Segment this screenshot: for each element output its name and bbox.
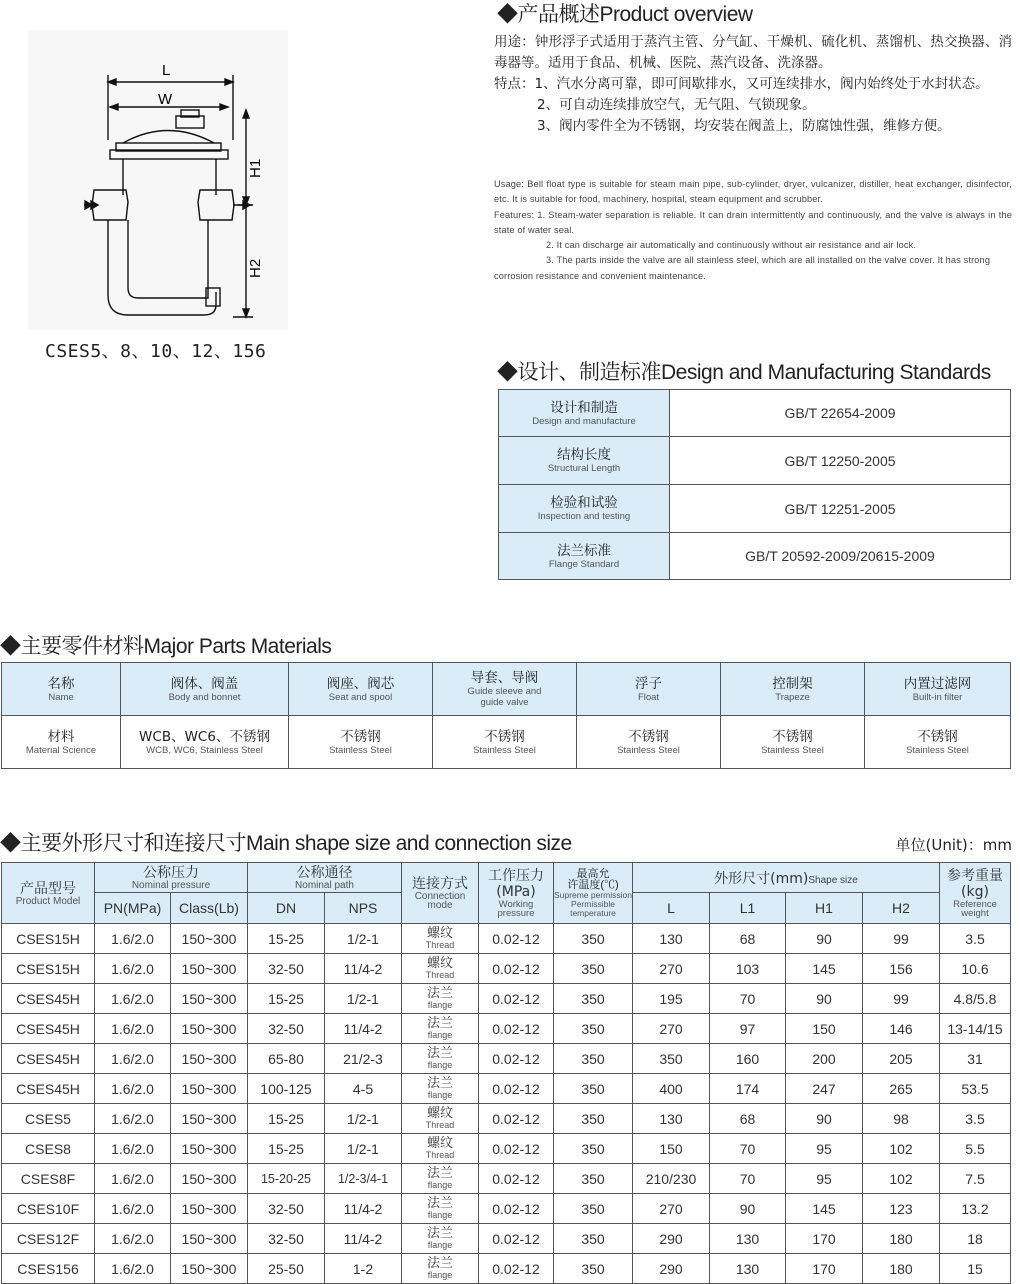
cell-model: CSES156 [2, 1254, 95, 1284]
features-en-1: Features: 1. Steam-water separation is reliable. It can drain intermittently and continuously, and the valve is always in the state of water seal. [494, 209, 1012, 235]
cell-conn: 法兰 flange [402, 1164, 479, 1194]
cell-L: 130 [633, 1104, 710, 1134]
cell-L: 290 [633, 1224, 710, 1254]
cell-cls: 150~300 [171, 984, 248, 1014]
mat-head: 阀座、阀芯 Seat and spool [289, 663, 433, 716]
cell-model: CSES8 [2, 1134, 95, 1164]
cell-wt: 7.5 [940, 1164, 1011, 1194]
cell-cls: 150~300 [171, 924, 248, 954]
cell-H1: 145 [786, 954, 863, 984]
cell-nps: 1/2-3/4-1 [325, 1164, 402, 1194]
col-class: Class(Lb) [171, 893, 248, 924]
standard-value: GB/T 22654-2009 [670, 390, 1011, 437]
standards-title: ◆设计、制造标准Design and Manufacturing Standards [497, 361, 991, 384]
cell-t: 350 [554, 1074, 633, 1104]
cell-pn: 1.6/2.0 [95, 954, 171, 984]
table-row [2, 1194, 1011, 1224]
dim-H2: H2 [247, 258, 264, 278]
cell-nps: 11/4-2 [325, 1194, 402, 1224]
cell-dn: 15-25 [248, 984, 325, 1014]
cell-wt: 4.8/5.8 [940, 984, 1011, 1014]
standard-label: 结构长度 Structural Length [499, 437, 670, 485]
cell-wp: 0.02-12 [479, 1254, 554, 1284]
cell-pn: 1.6/2.0 [95, 1194, 171, 1224]
standard-label: 设计和制造 Design and manufacture [499, 390, 670, 437]
cell-cls: 150~300 [171, 1074, 248, 1104]
table-row [2, 663, 1011, 716]
cell-cls: 150~300 [171, 954, 248, 984]
cell-dn: 15-25 [248, 1104, 325, 1134]
cell-H1: 150 [786, 1014, 863, 1044]
col-nps: NPS [325, 893, 402, 924]
figure-caption: CSES5、8、10、12、156 [45, 341, 267, 362]
cell-wp: 0.02-12 [479, 924, 554, 954]
cell-conn: 法兰 flange [402, 1254, 479, 1284]
cell-L1: 70 [710, 984, 786, 1014]
mat-head: 导套、导阀 Guide sleeve and guide valve [433, 663, 577, 716]
cell-t: 350 [554, 1194, 633, 1224]
cell-dn: 32-50 [248, 954, 325, 984]
dim-L: L [162, 62, 171, 79]
cell-L: 400 [633, 1074, 710, 1104]
cell-t: 350 [554, 1224, 633, 1254]
cell-L1: 160 [710, 1044, 786, 1074]
cell-wp: 0.02-12 [479, 1014, 554, 1044]
cell-nps: 11/4-2 [325, 1224, 402, 1254]
cell-dn: 15-25 [248, 924, 325, 954]
cell-wt: 13.2 [940, 1194, 1011, 1224]
col-L: L [633, 893, 710, 924]
features-cn-2: 2、可自动连续排放空气，无气阻、气锁现象。 [537, 97, 816, 113]
cell-H2: 123 [863, 1194, 940, 1224]
col-H1: H1 [786, 893, 863, 924]
cell-nps: 11/4-2 [325, 1014, 402, 1044]
cell-model: CSES12F [2, 1224, 95, 1254]
cell-conn: 螺纹 Thread [402, 954, 479, 984]
mat-cell: 不锈钢 Stainless Steel [721, 716, 865, 769]
cell-H2: 205 [863, 1044, 940, 1074]
cell-cls: 150~300 [171, 1164, 248, 1194]
table-row [499, 485, 1011, 533]
cell-cls: 150~300 [171, 1134, 248, 1164]
cell-nps: 1/2-1 [325, 1104, 402, 1134]
table-row [2, 1104, 1011, 1134]
table-head-row [2, 863, 1011, 893]
cell-L1: 68 [710, 924, 786, 954]
table-row [2, 1164, 1011, 1194]
cell-t: 350 [554, 984, 633, 1014]
cell-conn: 螺纹 Thread [402, 1134, 479, 1164]
cell-t: 350 [554, 924, 633, 954]
col-temp: 最高允 许温度(℃) Supreme permission Permissible temperature [554, 863, 633, 924]
cell-pn: 1.6/2.0 [95, 1224, 171, 1254]
cell-t: 350 [554, 1164, 633, 1194]
table-row [2, 1074, 1011, 1104]
mat-head: 阀体、阀盖 Body and bonnet [121, 663, 289, 716]
cell-pn: 1.6/2.0 [95, 1134, 171, 1164]
cell-H1: 247 [786, 1074, 863, 1104]
cell-wp: 0.02-12 [479, 984, 554, 1014]
cell-wt: 53.5 [940, 1074, 1011, 1104]
cell-conn: 法兰 flange [402, 1224, 479, 1254]
cell-H1: 95 [786, 1134, 863, 1164]
cell-H1: 200 [786, 1044, 863, 1074]
table-row [2, 1014, 1011, 1044]
cell-wt: 10.6 [940, 954, 1011, 984]
cell-pn: 1.6/2.0 [95, 1044, 171, 1074]
col-H2: H2 [863, 893, 940, 924]
usage-cn: 用途：钟形浮子式适用于蒸汽主管、分气缸、干燥机、硫化机、蒸馏机、热交换器、消毒器等。适用于食品、机械、医院、蒸汽设备、洗涤器。 [494, 34, 1012, 71]
cell-L1: 103 [710, 954, 786, 984]
table-row [2, 1224, 1011, 1254]
mat-cell: WCB、WC6、不锈钢 WCB, WC6, Stainless Steel [121, 716, 289, 769]
cell-H2: 102 [863, 1134, 940, 1164]
cell-H2: 102 [863, 1164, 940, 1194]
col-path: 公称通径 Nominal path [248, 863, 402, 893]
col-conn: 连接方式 Connection mode [402, 863, 479, 924]
features-cn-3: 3、阀内零件全为不锈钢，均安装在阀盖上，防腐蚀性强，维修方便。 [537, 118, 951, 134]
cell-wp: 0.02-12 [479, 954, 554, 984]
col-model: 产品型号 Product Model [2, 863, 95, 924]
features-cn-1: 特点：1、汽水分离可靠，即可间歇排水，又可连续排水，阀内始终处于水封状态。 [494, 76, 989, 92]
cell-L1: 68 [710, 1104, 786, 1134]
cell-L1: 70 [710, 1134, 786, 1164]
cell-pn: 1.6/2.0 [95, 1104, 171, 1134]
col-pn: PN(MPa) [95, 893, 171, 924]
mat-head: 浮子 Float [577, 663, 721, 716]
col-weight: 参考重量 (kg) Reference weight [940, 863, 1011, 924]
dimensions-title: ◆主要外形尺寸和连接尺寸Main shape size and connection size [0, 832, 572, 855]
cell-L: 270 [633, 1194, 710, 1224]
cell-model: CSES15H [2, 954, 95, 984]
valve-drawing [28, 30, 288, 330]
unit-label: 单位(Unit)：mm [895, 836, 1012, 854]
cell-conn: 法兰 flange [402, 1074, 479, 1104]
cell-nps: 1-2 [325, 1254, 402, 1284]
cell-dn: 15-20-25 [248, 1164, 325, 1194]
cell-conn: 法兰 flange [402, 984, 479, 1014]
mat-cell: 不锈钢 Stainless Steel [433, 716, 577, 769]
cell-nps: 4-5 [325, 1074, 402, 1104]
cell-H2: 146 [863, 1014, 940, 1044]
cell-dn: 32-50 [248, 1194, 325, 1224]
cell-L1: 130 [710, 1224, 786, 1254]
cell-H1: 170 [786, 1254, 863, 1284]
cell-L: 210/230 [633, 1164, 710, 1194]
cell-model: CSES45H [2, 1014, 95, 1044]
cell-model: CSES5 [2, 1104, 95, 1134]
cell-dn: 65-80 [248, 1044, 325, 1074]
cell-wp: 0.02-12 [479, 1224, 554, 1254]
cell-wt: 31 [940, 1044, 1011, 1074]
cell-wp: 0.02-12 [479, 1134, 554, 1164]
cell-conn: 法兰 flange [402, 1014, 479, 1044]
cell-wp: 0.02-12 [479, 1074, 554, 1104]
cell-L: 130 [633, 924, 710, 954]
cell-pn: 1.6/2.0 [95, 1164, 171, 1194]
cell-wt: 15 [940, 1254, 1011, 1284]
cell-dn: 32-50 [248, 1224, 325, 1254]
cell-L: 270 [633, 954, 710, 984]
cell-conn: 法兰 flange [402, 1194, 479, 1224]
table-row [499, 533, 1011, 580]
cell-pn: 1.6/2.0 [95, 1254, 171, 1284]
dimensions-table [1, 862, 1011, 1284]
cell-H1: 90 [786, 984, 863, 1014]
cell-H2: 99 [863, 924, 940, 954]
cell-conn: 螺纹 Thread [402, 924, 479, 954]
cell-t: 350 [554, 954, 633, 984]
cell-model: CSES8F [2, 1164, 95, 1194]
cell-dn: 100-125 [248, 1074, 325, 1104]
cell-wt: 5.5 [940, 1134, 1011, 1164]
cell-pn: 1.6/2.0 [95, 984, 171, 1014]
dimensions-body [2, 924, 1011, 1284]
cell-L1: 90 [710, 1194, 786, 1224]
cell-wt: 18 [940, 1224, 1011, 1254]
cell-pn: 1.6/2.0 [95, 1014, 171, 1044]
cell-H2: 180 [863, 1254, 940, 1284]
standard-value: GB/T 12251-2005 [670, 485, 1011, 533]
table-row [2, 924, 1011, 954]
table-row [499, 437, 1011, 485]
standard-value: GB/T 20592-2009/20615-2009 [670, 533, 1011, 580]
cell-L1: 130 [710, 1254, 786, 1284]
overview-en [494, 177, 1012, 284]
standard-label: 检验和试验 Inspection and testing [499, 485, 670, 533]
usage-en: Usage: Bell float type is suitable for steam main pipe, sub-cylinder, dryer, vulcanizer, distiller, heat exchanger, disinfector, etc. It is suitable for food, machinery, hospital, steam equipment and scrubber. [494, 179, 1012, 205]
cell-wt: 3.5 [940, 924, 1011, 954]
mat-head: 控制架 Trapeze [721, 663, 865, 716]
cell-H2: 99 [863, 984, 940, 1014]
cell-pn: 1.6/2.0 [95, 1074, 171, 1104]
cell-dn: 15-25 [248, 1134, 325, 1164]
cell-cls: 150~300 [171, 1044, 248, 1074]
dim-W: W [158, 91, 173, 108]
cell-H2: 265 [863, 1074, 940, 1104]
cell-t: 350 [554, 1104, 633, 1134]
cell-conn: 螺纹 Thread [402, 1104, 479, 1134]
cell-model: CSES15H [2, 924, 95, 954]
cell-L: 150 [633, 1134, 710, 1164]
cell-H1: 90 [786, 924, 863, 954]
cell-L: 290 [633, 1254, 710, 1284]
cell-dn: 32-50 [248, 1014, 325, 1044]
col-shape: 外形尺寸(mm)Shape size [633, 863, 940, 893]
cell-t: 350 [554, 1014, 633, 1044]
col-L1: L1 [710, 893, 786, 924]
standard-value: GB/T 12250-2005 [670, 437, 1011, 485]
cell-t: 350 [554, 1044, 633, 1074]
mat-cell: 不锈钢 Stainless Steel [577, 716, 721, 769]
mat-head: 内置过滤网 Built-in filter [865, 663, 1011, 716]
cell-cls: 150~300 [171, 1254, 248, 1284]
cell-L: 270 [633, 1014, 710, 1044]
table-row [499, 390, 1011, 437]
table-row [2, 954, 1011, 984]
standards-table [498, 389, 1011, 580]
table-row [2, 1254, 1011, 1284]
cell-nps: 21/2-3 [325, 1044, 402, 1074]
cell-wp: 0.02-12 [479, 1044, 554, 1074]
cell-model: CSES10F [2, 1194, 95, 1224]
cell-dn: 25-50 [248, 1254, 325, 1284]
standard-label: 法兰标准 Flange Standard [499, 533, 670, 580]
cell-nps: 1/2-1 [325, 924, 402, 954]
cell-cls: 150~300 [171, 1104, 248, 1134]
cell-wt: 3.5 [940, 1104, 1011, 1134]
table-row [2, 1044, 1011, 1074]
cell-H2: 98 [863, 1104, 940, 1134]
features-en-3: 3. The parts inside the valve are all stainless steel, which are all installed on the valve cover. It has strong corrosion resistance and convenient maintenance. [494, 255, 991, 281]
cell-L1: 97 [710, 1014, 786, 1044]
cell-t: 350 [554, 1254, 633, 1284]
steam-trap-diagram [28, 30, 288, 330]
cell-cls: 150~300 [171, 1224, 248, 1254]
mat-cell: 不锈钢 Stainless Steel [865, 716, 1011, 769]
col-pressure: 公称压力 Nominal pressure [95, 863, 248, 893]
cell-model: CSES45H [2, 984, 95, 1014]
cell-cls: 150~300 [171, 1014, 248, 1044]
cell-H1: 90 [786, 1104, 863, 1134]
mat-head: 名称 Name [2, 663, 121, 716]
cell-H1: 95 [786, 1164, 863, 1194]
cell-nps: 1/2-1 [325, 984, 402, 1014]
cell-L1: 70 [710, 1164, 786, 1194]
cell-wp: 0.02-12 [479, 1164, 554, 1194]
cell-t: 350 [554, 1134, 633, 1164]
mat-cell: 不锈钢 Stainless Steel [289, 716, 433, 769]
mat-cell: 材料 Material Science [2, 716, 121, 769]
cell-H2: 180 [863, 1224, 940, 1254]
cell-wt: 13-14/15 [940, 1014, 1011, 1044]
cell-L: 350 [633, 1044, 710, 1074]
cell-L1: 174 [710, 1074, 786, 1104]
cell-nps: 1/2-1 [325, 1134, 402, 1164]
dim-H1: H1 [247, 158, 264, 178]
cell-L: 195 [633, 984, 710, 1014]
materials-table [1, 662, 1011, 769]
materials-title: ◆主要零件材料Major Parts Materials [0, 635, 332, 658]
overview-title: ◆产品概述Product overview [497, 3, 753, 26]
cell-conn: 法兰 flange [402, 1044, 479, 1074]
table-row [2, 984, 1011, 1014]
cell-model: CSES45H [2, 1044, 95, 1074]
cell-H2: 156 [863, 954, 940, 984]
col-work: 工作压力 (MPa) Working pressure [479, 863, 554, 924]
cell-model: CSES45H [2, 1074, 95, 1104]
features-en-2: 2. It can discharge air automatically and continuously without air resistance and air lock. [546, 240, 917, 251]
table-row [2, 716, 1011, 769]
cell-cls: 150~300 [171, 1194, 248, 1224]
cell-wp: 0.02-12 [479, 1194, 554, 1224]
table-row [2, 1134, 1011, 1164]
cell-pn: 1.6/2.0 [95, 924, 171, 954]
cell-nps: 11/4-2 [325, 954, 402, 984]
cell-wp: 0.02-12 [479, 1104, 554, 1134]
col-dn: DN [248, 893, 325, 924]
overview-cn [494, 32, 1012, 137]
cell-H1: 145 [786, 1194, 863, 1224]
cell-H1: 170 [786, 1224, 863, 1254]
